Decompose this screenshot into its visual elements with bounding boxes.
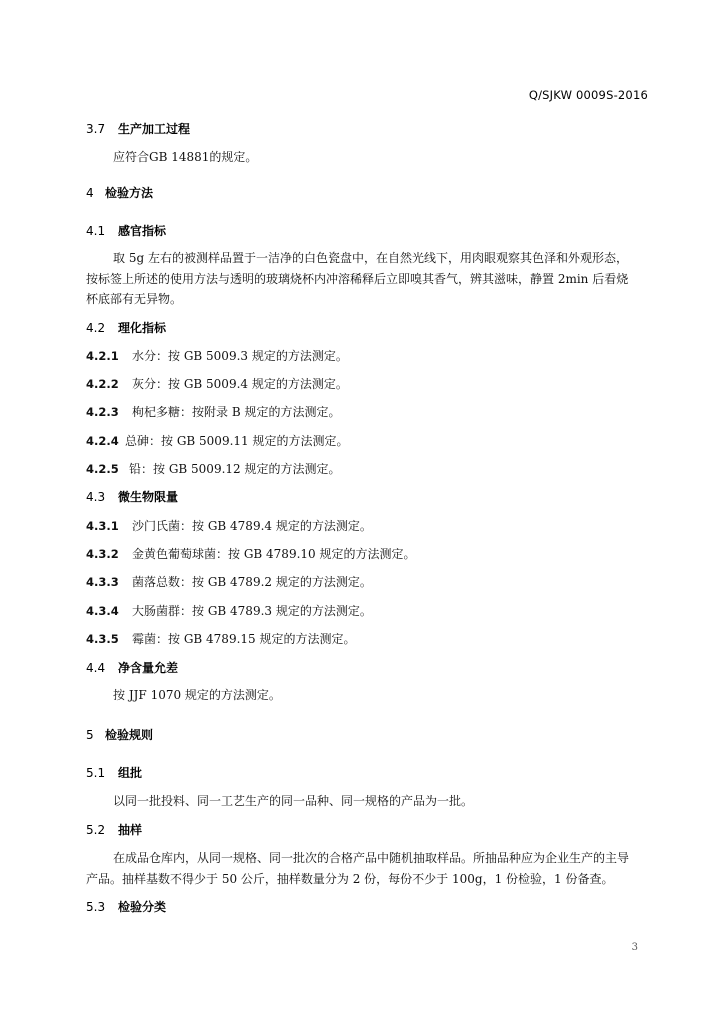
item-text: 枸杞多糖：按附录 B 规定的方法测定。 (132, 405, 341, 419)
list-item (86, 375, 348, 392)
section-heading-4-1 (86, 222, 166, 239)
section-title: 生产加工过程 (118, 122, 191, 136)
section-title: 组批 (118, 766, 143, 780)
item-number: 4.2.3 (86, 405, 119, 419)
item-number: 4.2.1 (86, 349, 119, 363)
section-number: 5 (86, 728, 94, 742)
section-heading-4-3 (86, 488, 178, 505)
list-item (86, 545, 415, 562)
section-heading-4 (86, 184, 153, 201)
list-item (86, 517, 372, 534)
item-text: 铅：按 GB 5009.12 规定的方法测定。 (129, 462, 341, 476)
section-heading-5-2 (86, 821, 142, 838)
item-text: 大肠菌群：按 GB 4789.3 规定的方法测定。 (132, 604, 372, 618)
section-title: 检验规则 (105, 728, 154, 742)
paragraph-5-1: 以同一批投料、同一工艺生产的同一品种、同一规格的产品为一批。 (113, 794, 474, 808)
section-number: 4.1 (86, 224, 106, 238)
list-item (86, 602, 372, 619)
section-title: 检验分类 (118, 900, 167, 914)
item-number: 4.3.3 (86, 575, 119, 589)
item-text: 灰分：按 GB 5009.4 规定的方法测定。 (132, 377, 348, 391)
list-item (86, 573, 372, 590)
item-text: 菌落总数：按 GB 4789.2 规定的方法测定。 (132, 575, 372, 589)
paragraph-line: 按标签上所述的使用方法与透明的玻璃烧杯内冲溶稀释后立即嗅其香气，辨其滋味，静置 2min 后看烧 (86, 272, 629, 286)
paragraph-4-4: 按 JJF 1070 规定的方法测定。 (113, 688, 281, 702)
page-number: 3 (631, 942, 638, 953)
list-item (86, 403, 340, 420)
document-code: Q/SJKW 0009S-2016 (528, 88, 648, 102)
item-number: 4.2.2 (86, 377, 119, 391)
item-text: 沙门氏菌：按 GB 4789.4 规定的方法测定。 (132, 519, 372, 533)
section-heading-4-2 (86, 319, 166, 336)
section-number: 5.3 (86, 900, 106, 914)
paragraph-line: 杯底部有无异物。 (86, 292, 183, 306)
item-text: 金黄色葡萄球菌：按 GB 4789.10 规定的方法测定。 (132, 547, 416, 561)
item-number: 4.2.4 (86, 434, 119, 448)
section-number: 4.2 (86, 321, 106, 335)
item-number: 4.3.4 (86, 604, 119, 618)
paragraph-line: 产品。抽样基数不得少于 50 公斤，抽样数量分为 2 份，每份不少于 100g，1 份检验，1 份备查。 (86, 872, 614, 886)
list-item (86, 432, 348, 449)
section-heading-5-3 (86, 898, 166, 915)
item-text: 水分：按 GB 5009.3 规定的方法测定。 (132, 349, 348, 363)
item-number: 4.3.1 (86, 519, 119, 533)
item-text: 霉菌：按 GB 4789.15 规定的方法测定。 (132, 632, 356, 646)
section-title: 微生物限量 (118, 490, 179, 504)
section-number: 4 (86, 186, 94, 200)
paragraph-3-7: 应符合GB 14881的规定。 (113, 150, 258, 164)
item-number: 4.3.2 (86, 547, 119, 561)
section-number: 4.3 (86, 490, 106, 504)
section-title: 理化指标 (118, 321, 167, 335)
list-item (86, 630, 355, 647)
section-heading-4-4 (86, 659, 178, 676)
list-item (86, 460, 340, 477)
paragraph-line: 在成品仓库内，从同一规格、同一批次的合格产品中随机抽取样品。所抽品种应为企业生产的主导 (113, 851, 630, 865)
section-heading-5 (86, 726, 153, 743)
section-number: 5.1 (86, 766, 106, 780)
item-number: 4.2.5 (86, 462, 119, 476)
item-text: 总砷：按 GB 5009.11 规定的方法测定。 (125, 434, 349, 448)
section-number: 5.2 (86, 823, 106, 837)
list-item (86, 347, 348, 364)
paragraph-line: 取 5g 左右的被测样品置于一洁净的白色瓷盘中，在自然光线下，用肉眼观察其色泽和外观形态， (113, 251, 628, 265)
section-number: 4.4 (86, 661, 106, 675)
section-number: 3.7 (86, 122, 106, 136)
section-heading-5-1 (86, 764, 142, 781)
section-title: 抽样 (118, 823, 143, 837)
section-title: 净含量允差 (118, 661, 179, 675)
section-title: 检验方法 (105, 186, 154, 200)
section-title: 感官指标 (118, 224, 167, 238)
section-heading-3-7 (86, 120, 190, 137)
item-number: 4.3.5 (86, 632, 119, 646)
